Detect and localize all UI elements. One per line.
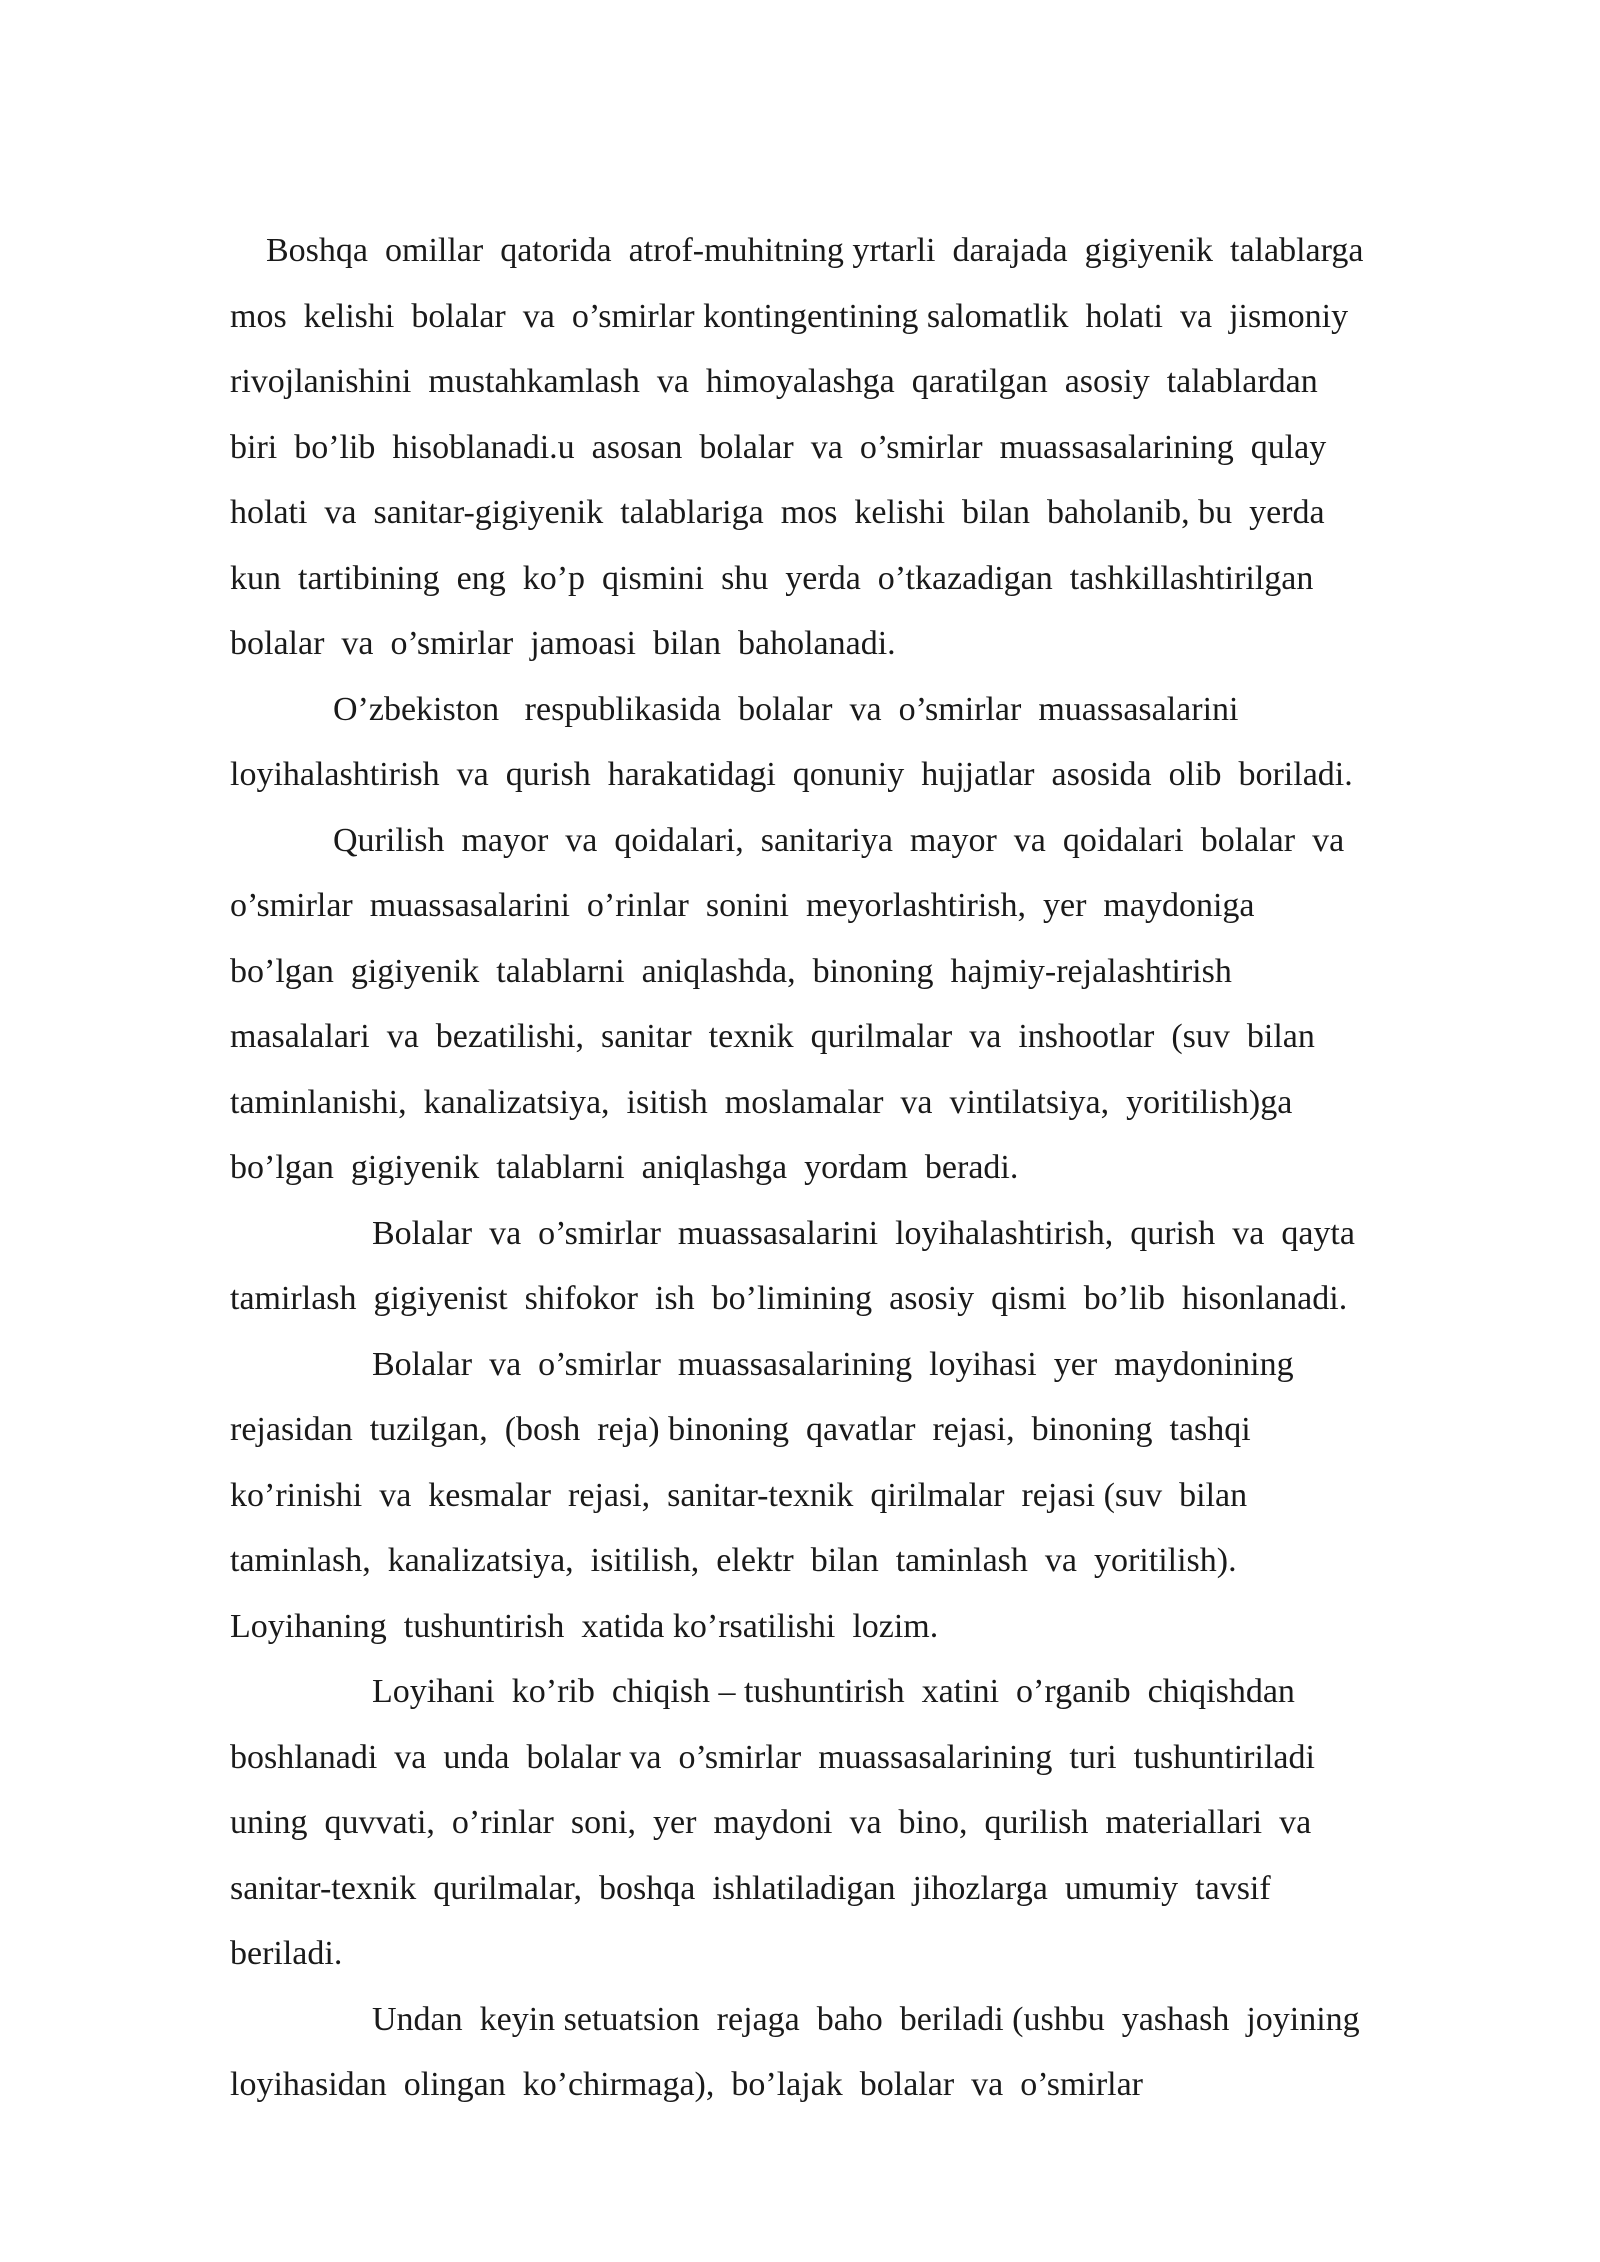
text-line-7: bolalar va o’smirlar jamoasi bilan baholanadi. xyxy=(230,625,896,662)
text-line-15: bo’lgan gigiyenik talablarni aniqlashga yordam beradi. xyxy=(230,1149,1019,1186)
text-line-16: Bolalar va o’smirlar muassasalarini loyihalashtirish, qurish va qayta xyxy=(372,1214,1355,1252)
text-line-29: loyihasidan olingan ko’chirmaga), bo’lajak bolalar va o’smirlar xyxy=(230,2066,1144,2103)
text-line-8: O’zbekiston respublikasida bolalar va o’smirlar muassasalarini xyxy=(333,690,1239,728)
text-line-6: kun tartibining eng ko’p qismini shu yerda o’tkazadigan tashkillashtirilgan xyxy=(230,559,1314,597)
text-line-20: ko’rinishi va kesmalar rejasi, sanitar-texnik qirilmalar rejasi (suv bilan xyxy=(230,1476,1248,1514)
text-line-2: mos kelishi bolalar va o’smirlar kontingentining salomatlik holati va jismoniy xyxy=(230,297,1349,335)
text-line-23: Loyihani ko’rib chiqish – tushuntirish xatini o’rganib chiqishdan xyxy=(372,1673,1295,1710)
text-line-13: masalalari va bezatilishi, sanitar texnik qurilmalar va inshootlar (suv bilan xyxy=(230,1018,1315,1055)
text-line-11: o’smirlar muassasalarini o’rinlar sonini meyorlashtirish, yer maydoniga xyxy=(230,887,1255,924)
text-line-1: Boshqa omillar qatorida atrof-muhitning yrtarli darajada gigiyenik talablarga xyxy=(266,232,1364,269)
text-line-4: biri bo’lib hisoblanadi.u asosan bolalar va o’smirlar muassasalarining qulay xyxy=(230,428,1327,466)
text-line-12: bo’lgan gigiyenik talablarni aniqlashda, binoning hajmiy-rejalashtirish xyxy=(230,952,1232,990)
text-line-17: tamirlash gigiyenist shifokor ish bo’limining asosiy qismi bo’lib hisonlanadi. xyxy=(230,1280,1348,1317)
text-line-10: Qurilish mayor va qoidalari, sanitariya mayor va qoidalari bolalar va xyxy=(333,821,1345,859)
body-text xyxy=(230,228,1490,2128)
text-line-3: rivojlanishini mustahkamlash va himoyalashga qaratilgan asosiy talablardan xyxy=(230,363,1318,400)
text-line-5: holati va sanitar-gigiyenik talablariga mos kelishi bilan baholanib, bu yerda xyxy=(230,494,1325,531)
text-line-22: Loyihaning tushuntirish xatida ko’rsatilishi lozim. xyxy=(230,1607,939,1645)
text-line-26: sanitar-texnik qurilmalar, boshqa ishlatiladigan jihozlarga umumiy tavsif xyxy=(230,1869,1271,1907)
text-line-18: Bolalar va o’smirlar muassasalarining loyihasi yer maydonining xyxy=(372,1345,1294,1383)
text-line-25: uning quvvati, o’rinlar soni, yer maydoni va bino, qurilish materiallari va xyxy=(230,1804,1312,1841)
text-line-14: taminlanishi, kanalizatsiya, isitish moslamalar va vintilatsiya, yoritilish)ga xyxy=(230,1083,1293,1121)
text-line-28: Undan keyin setuatsion rejaga baho beriladi (ushbu yashash joyining xyxy=(372,2000,1360,2038)
text-line-21: taminlash, kanalizatsiya, isitilish, elektr bilan taminlash va yoritilish). xyxy=(230,1542,1237,1579)
text-line-27: beriladi. xyxy=(230,1935,343,1972)
text-line-19: rejasidan tuzilgan, (bosh reja) binoning qavatlar rejasi, binoning tashqi xyxy=(230,1411,1251,1448)
text-line-24: boshlanadi va unda bolalar va o’smirlar muassasalarining turi tushuntiriladi xyxy=(230,1738,1315,1776)
text-line-9: loyihalashtirish va qurish harakatidagi qonuniy hujjatlar asosida olib boriladi. xyxy=(230,756,1353,793)
